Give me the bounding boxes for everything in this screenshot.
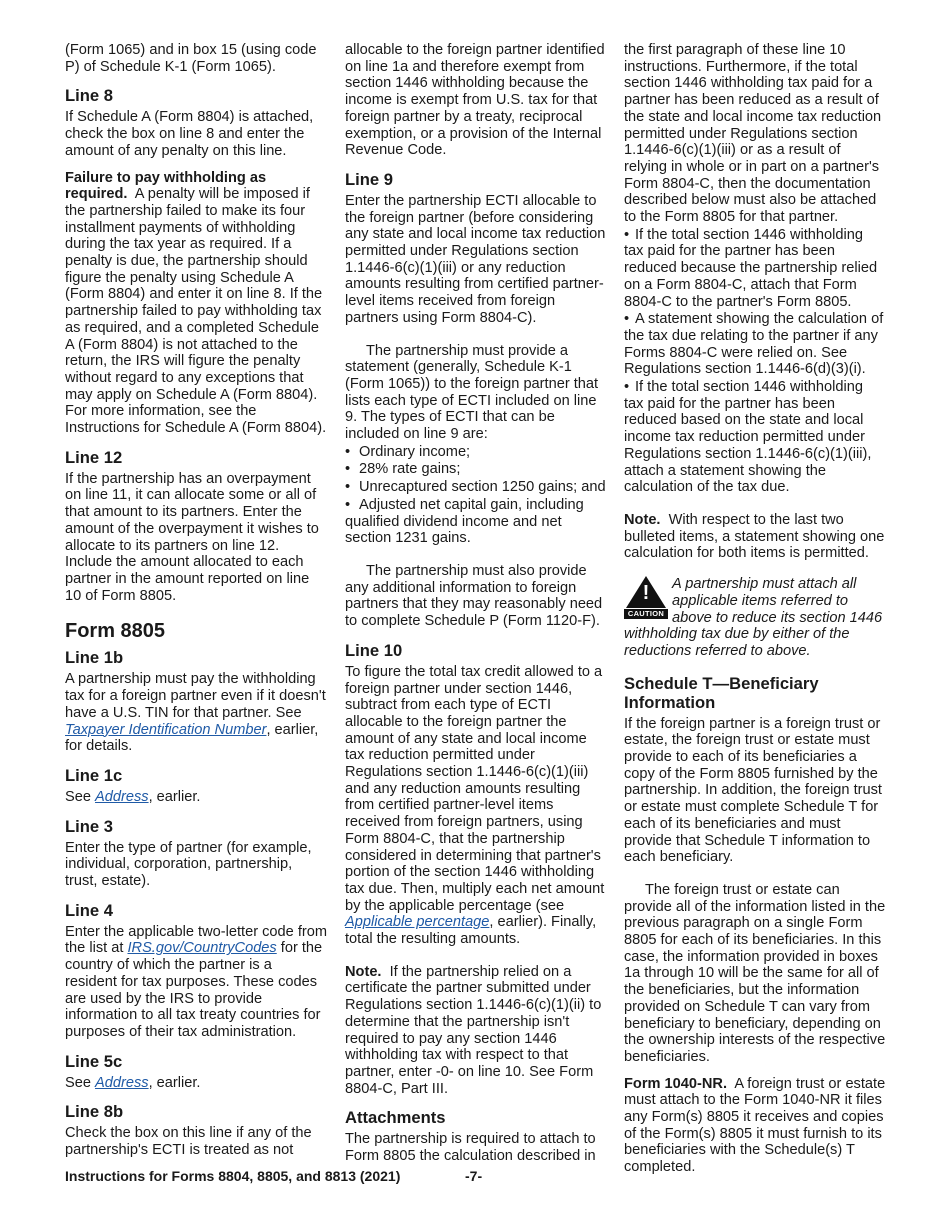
paragraph-line-8b: Check the box on this line if any of the partnership's ECTI is treated as not (65, 1125, 312, 1159)
run-in-heading: Form 1040-NR. (624, 1075, 727, 1092)
column-middle (345, 42, 607, 1175)
column-right (624, 42, 886, 1186)
paragraph-continued: allocable to the foreign partner identified on line 1a and therefore exempt from section 1446 withholding because the income is exempt from U.S. tax for that foreign partner by a treaty, reciprocal exemption, or a provision of the Internal Revenue Code. (345, 42, 605, 159)
list-item-text: 28% rate gains; (359, 461, 461, 478)
text: See (65, 788, 96, 805)
page-footer (65, 1168, 895, 1184)
paragraph-line-10 (345, 664, 607, 948)
paragraph-continued: (Form 1065) and in box 15 (using code P) of Schedule K-1 (Form 1065). (65, 42, 317, 75)
heading-line-10: Line 10 (345, 640, 403, 660)
paragraph-line-1b (65, 671, 327, 755)
paragraph-attachments: The partnership is required to attach to Form 8805 the calculation described in (345, 1131, 596, 1165)
list-item-text: Adjusted net capital gain, including qualified dividend income and net section 1231 gains. (345, 496, 584, 547)
link-address[interactable]: Address (95, 1074, 149, 1091)
paragraph-note (624, 512, 886, 562)
link-country-codes[interactable]: IRS.gov/CountryCodes (127, 940, 277, 957)
list-item-text: A statement showing the calculation of the tax due relating to the partner if any Forms 8804-C were relied on. See Regulations section 1.1446-6(d)(3)(i). (624, 311, 884, 378)
paragraph-text: A foreign trust or estate must attach to the Form 1040-NR it files any Form(s) 8805 it receives and copies of the Form(s) 8805 it must furnish to its beneficiaries with the Schedule(s) T completed. (624, 1075, 886, 1176)
paragraph-additional: The partnership must also provide any additional information to foreign partners that they may reasonably need to complete Schedule P (Form 1120-F). (345, 562, 603, 630)
text: , earlier, for details. (65, 721, 319, 755)
text: for the country of which the partner is a resident for tax purposes. These codes are used by the IRS to provide information to all tax treaty countries for purposes of their tax administration. (65, 940, 323, 1040)
caution-label: CAUTION (624, 609, 668, 619)
list-item-text: Ordinary income; (359, 443, 471, 460)
bullet-icon: • (345, 479, 351, 496)
paragraph-statement: The partnership must provide a statement (generally, Schedule K-1 (Form 1065)) to the foreign partner that lists each type of ECTI included on line 9. The types of ECTI that can be included on line 9 are: (345, 342, 599, 443)
heading-line-5c: Line 5c (65, 1051, 123, 1071)
caution-box (624, 576, 886, 660)
heading-line-8: Line 8 (65, 86, 113, 106)
paragraph-text: A penalty will be imposed if the partnership failed to make its four installment payments of withholding during the tax year as required. If a penalty is due, the partnership should figure the penalty using Schedule A (Form 8804) and enter it on line 8. If the partnership failed to pay withholding tax as required, and a completed Schedule A (Form 8804) is not attached to the return, the IRS will figure the penalty without regard to any exceptions that may apply on Schedule A (Form 8804). For more information, see the Instructions for Schedule A (Form 8804). (65, 186, 327, 437)
heading-line-8b: Line 8b (65, 1102, 124, 1122)
paragraph-line-5c (65, 1075, 327, 1092)
bullet-icon: • (624, 379, 630, 396)
exclamation-icon: ! (642, 582, 650, 605)
paragraph-form-1040nr (624, 1076, 886, 1176)
heading-attachments: Attachments (345, 1108, 446, 1128)
note-label: Note. (624, 511, 661, 528)
paragraph-note (345, 964, 607, 1098)
footer-title: Instructions for Forms 8804, 8805, and 8813 (2021) (65, 1168, 401, 1184)
paragraph-line-3: Enter the type of partner (for example, individual, corporation, partnership, trust, estate). (65, 839, 312, 890)
paragraph-line-9: Enter the partnership ECTI allocable to the foreign partner (before considering any state and local income tax reduction permitted under Regulations section 1.1446-6(c)(1)(iii) or any reduction amounts resulting from certified partner-level items received from foreign partners using Form 8804-C). (345, 192, 606, 326)
bullet-icon: • (345, 496, 351, 513)
text: To figure the total tax credit allowed to a foreign partner under section 1446, subtract from each type of ECTI allocable to the foreign partner the amount of any state and local income tax reduction permitted under Regulations section 1.1446-6(c)(1)(iii) and any reduction amounts resulting from certified partner-level items received from foreign partners, using Form 8804-C, that the partnership considered in determining that partner's portion of the section 1446 withholding tax due. Then, multiply each net amount by the applicable percentage (see (345, 663, 605, 914)
paragraph-failure-to-pay (65, 170, 327, 437)
list-item (345, 479, 607, 496)
heading-line-1c: Line 1c (65, 765, 123, 785)
caution-icon (624, 576, 668, 620)
list-item-text: If the total section 1446 withholding tax paid for the partner has been reduced based on the state and local income tax reduction permitted under Regulations section 1.1446-6(c)(1)(iii), attach a statement showing the calculation of the tax due. (624, 379, 872, 496)
paragraph-line-1c (65, 789, 327, 806)
bullet-icon: • (624, 226, 630, 243)
page-number: -7- (465, 1168, 483, 1184)
text: Enter the applicable two-letter code from the list at (65, 923, 328, 957)
paragraph-line-8: If Schedule A (Form 8804) is attached, check the box on line 8 and enter the amount of any penalty on this line. (65, 109, 314, 159)
column-left (65, 42, 327, 1169)
heading-line-3: Line 3 (65, 816, 113, 836)
list-item (624, 311, 886, 378)
text: , earlier. (148, 1074, 201, 1091)
heading-line-4: Line 4 (65, 900, 113, 920)
paragraph-line-12: If the partnership has an overpayment on line 11, it can allocate some or all of that amount to its partners. Enter the amount of the overpayment it wishes to allocate to its partners on line 12. Include the amount allocated to each partner in the amount reported on line 10 of Form 8805. (65, 470, 319, 604)
heading-form-8805: Form 8805 (65, 620, 166, 643)
paragraph-schedule-t-2: The foreign trust or estate can provide all of the information listed in the previous paragraph on a single Form 8805 for each of its beneficiaries. In this case, the information provided in boxes 1a through 10 will be the same for all of the beneficiaries, but the information provided on Schedule T can vary from beneficiary to beneficiary, depending on the ownership interests of the respective beneficiaries. (624, 881, 886, 1065)
note-text: With respect to the last two bulleted items, a statement showing one calculation for both items is permitted. (624, 511, 885, 562)
paragraph-continued: the first paragraph of these line 10 instructions. Furthermore, if the total section 1446 withholding tax paid for a partner has been reduced as a result of the state and local income tax reduction permitted under Regulations section 1.1446-6(c)(1)(iii) or as a result of relying in whole or in part on a partner's Form 8804-C, then the documentation described below must also be attached to the Form 8805 for that partner. (624, 42, 882, 226)
note-text: If the partnership relied on a certificate the partner submitted under Regulations section 1.1446-6(c)(1)(ii) to determine that the partnership isn't required to pay any section 1446 withholding tax with respect to that partner, enter -0- on line 10. See Form 8804-C, Part III. (345, 963, 602, 1097)
heading-line-9: Line 9 (345, 169, 393, 189)
text: , earlier). Finally, total the resulting amounts. (345, 914, 597, 948)
bullet-icon: • (345, 443, 351, 460)
caution-text: A partnership must attach all applicable items referred to above to reduce its section 1446 withholding tax due by either of the reductions referred to above. (624, 576, 883, 659)
bullet-icon: • (345, 461, 351, 478)
paragraph-schedule-t-1: If the foreign partner is a foreign trust or estate, the foreign trust or estate must provide to each of its beneficiaries a copy of the Form 8805 furnished by the partnership. In addition, the foreign trust or estate must complete Schedule T for each of its beneficiaries and must provide that Schedule T information to each beneficiary. (624, 715, 882, 866)
list-item (624, 227, 886, 311)
text: , earlier. (148, 788, 201, 805)
heading-line-12: Line 12 (65, 447, 123, 467)
list-item (345, 444, 607, 461)
list-item (624, 379, 886, 496)
bullet-icon: • (624, 311, 630, 328)
list-item (345, 497, 607, 547)
note-label: Note. (345, 963, 382, 980)
heading-line-1b: Line 1b (65, 648, 124, 668)
text: See (65, 1074, 96, 1091)
list-item-text: If the total section 1446 withholding tax paid for the partner has been reduced because the partnership relied on a Form 8804-C, attach that Form 8804-C to the partner's Form 8805. (624, 226, 878, 310)
paragraph-line-4 (65, 924, 327, 1041)
heading-schedule-t: Schedule T—Beneficiary Information (624, 673, 819, 712)
run-in-heading: Failure to pay withholding as required. (65, 169, 267, 203)
link-address[interactable]: Address (95, 788, 149, 805)
link-applicable-percentage[interactable]: Applicable percentage (345, 914, 490, 931)
list-item-text: Unrecaptured section 1250 gains; and (359, 479, 606, 496)
list-item (345, 461, 607, 478)
link-taxpayer-identification-number[interactable]: Taxpayer Identification Number (65, 721, 267, 738)
text: A partnership must pay the withholding tax for a foreign partner even if it doesn't have a U.S. TIN for that partner. See (65, 671, 326, 721)
